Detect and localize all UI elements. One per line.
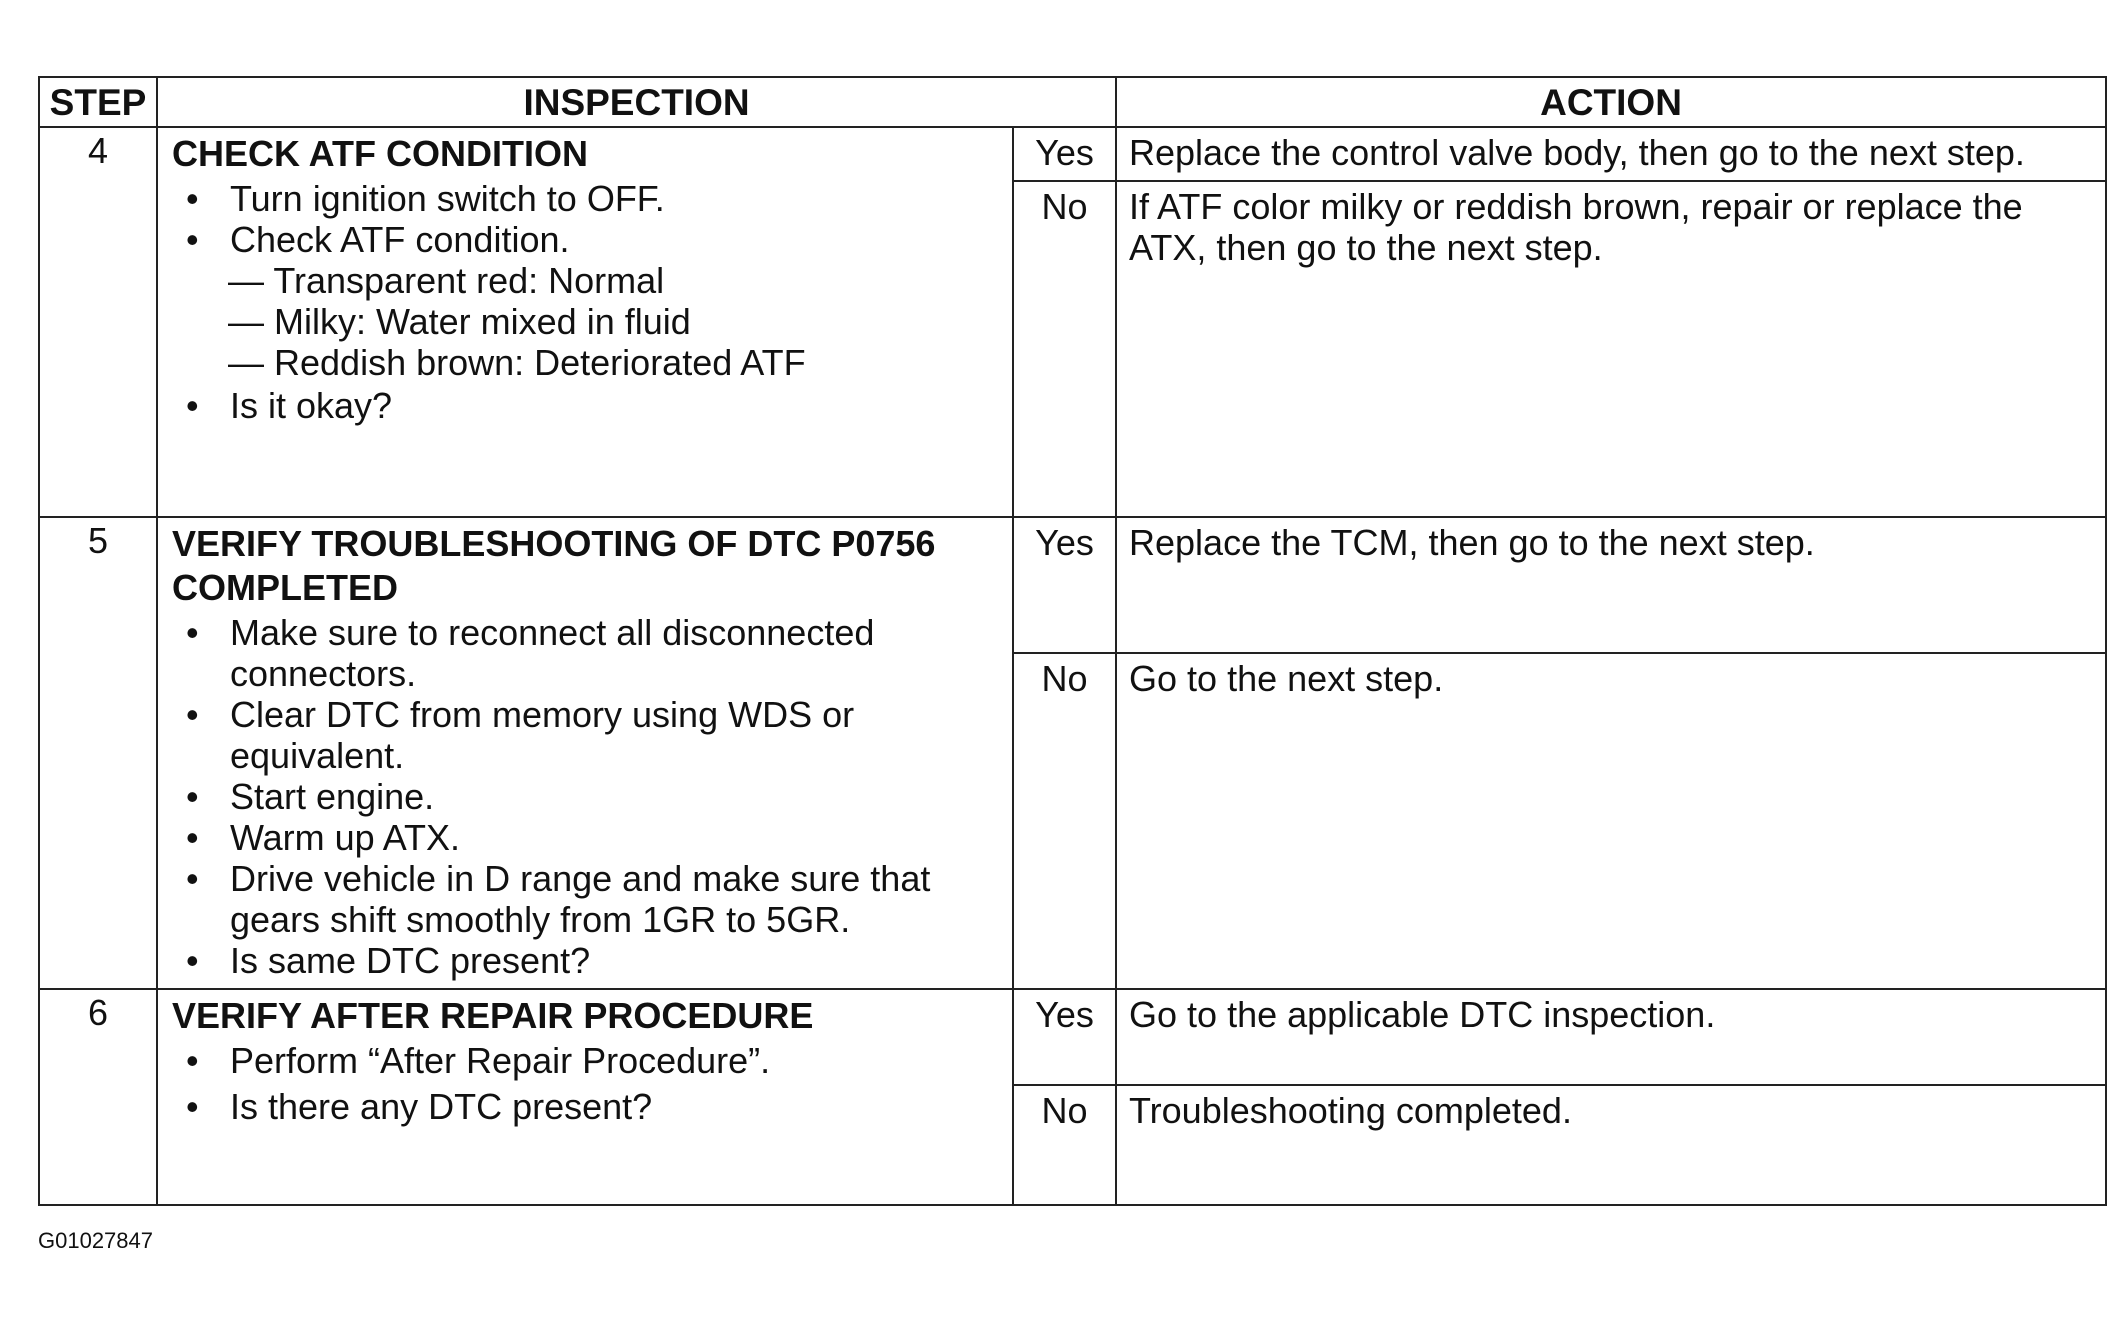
list-item: • Is same DTC present? bbox=[186, 940, 591, 981]
inspection-cell bbox=[157, 989, 1013, 1205]
diagnostic-table bbox=[38, 76, 2107, 1206]
yes-action: Replace the control valve body, then go to the next step. bbox=[1116, 127, 2106, 181]
list-item: • Start engine. bbox=[186, 776, 435, 817]
sub-item: — Transparent red: Normal bbox=[228, 260, 665, 301]
header-row bbox=[39, 77, 2106, 127]
no-action: Go to the next step. bbox=[1116, 653, 2106, 989]
no-action: Troubleshooting completed. bbox=[1116, 1085, 2106, 1205]
no-label: No bbox=[1013, 181, 1116, 517]
yes-label: Yes bbox=[1013, 517, 1116, 653]
list-item: • Is there any DTC present? bbox=[186, 1086, 653, 1127]
table-row bbox=[39, 127, 2106, 181]
table-row bbox=[39, 517, 2106, 653]
step-number: 4 bbox=[39, 127, 157, 517]
bullet-list bbox=[172, 385, 998, 426]
list-item: • Make sure to reconnect all disconnected connectors. bbox=[186, 612, 875, 694]
list-item: • Perform “After Repair Procedure”. bbox=[186, 1040, 771, 1081]
inspection-cell bbox=[157, 517, 1013, 989]
list-item: • Turn ignition switch to OFF. bbox=[186, 178, 665, 219]
no-label: No bbox=[1013, 653, 1116, 989]
step-number: 6 bbox=[39, 989, 157, 1205]
header-inspection: INSPECTION bbox=[157, 77, 1116, 127]
inspection-cell bbox=[157, 127, 1013, 517]
list-item: • Is it okay? bbox=[186, 385, 393, 426]
inspection-title: CHECK ATF CONDITION bbox=[172, 133, 588, 174]
list-item: • Clear DTC from memory using WDS or equivalent. bbox=[186, 694, 855, 776]
bullet-list bbox=[172, 612, 998, 981]
sub-item: — Reddish brown: Deteriorated ATF bbox=[228, 342, 806, 383]
yes-label: Yes bbox=[1013, 989, 1116, 1085]
step-number: 5 bbox=[39, 517, 157, 989]
no-label: No bbox=[1013, 1085, 1116, 1205]
sub-item: — Milky: Water mixed in fluid bbox=[228, 301, 691, 342]
yes-label: Yes bbox=[1013, 127, 1116, 181]
bullet-list bbox=[172, 178, 998, 260]
list-item: • Drive vehicle in D range and make sure that gears shift smoothly from 1GR to 5GR. bbox=[186, 858, 931, 940]
yes-action: Replace the TCM, then go to the next step. bbox=[1116, 517, 2106, 653]
yes-action: Go to the applicable DTC inspection. bbox=[1116, 989, 2106, 1085]
no-action: If ATF color milky or reddish brown, repair or replace the ATX, then go to the next step. bbox=[1116, 181, 2106, 517]
inspection-title: VERIFY TROUBLESHOOTING OF DTC P0756 COMPLETED bbox=[172, 523, 936, 608]
table-row bbox=[39, 989, 2106, 1085]
header-action: ACTION bbox=[1116, 77, 2106, 127]
list-item: • Check ATF condition. bbox=[186, 219, 570, 260]
list-item: • Warm up ATX. bbox=[186, 817, 461, 858]
bullet-list bbox=[172, 1040, 998, 1127]
figure-id: G01027847 bbox=[38, 1228, 153, 1253]
header-step: STEP bbox=[39, 77, 157, 127]
inspection-title: VERIFY AFTER REPAIR PROCEDURE bbox=[172, 995, 814, 1036]
